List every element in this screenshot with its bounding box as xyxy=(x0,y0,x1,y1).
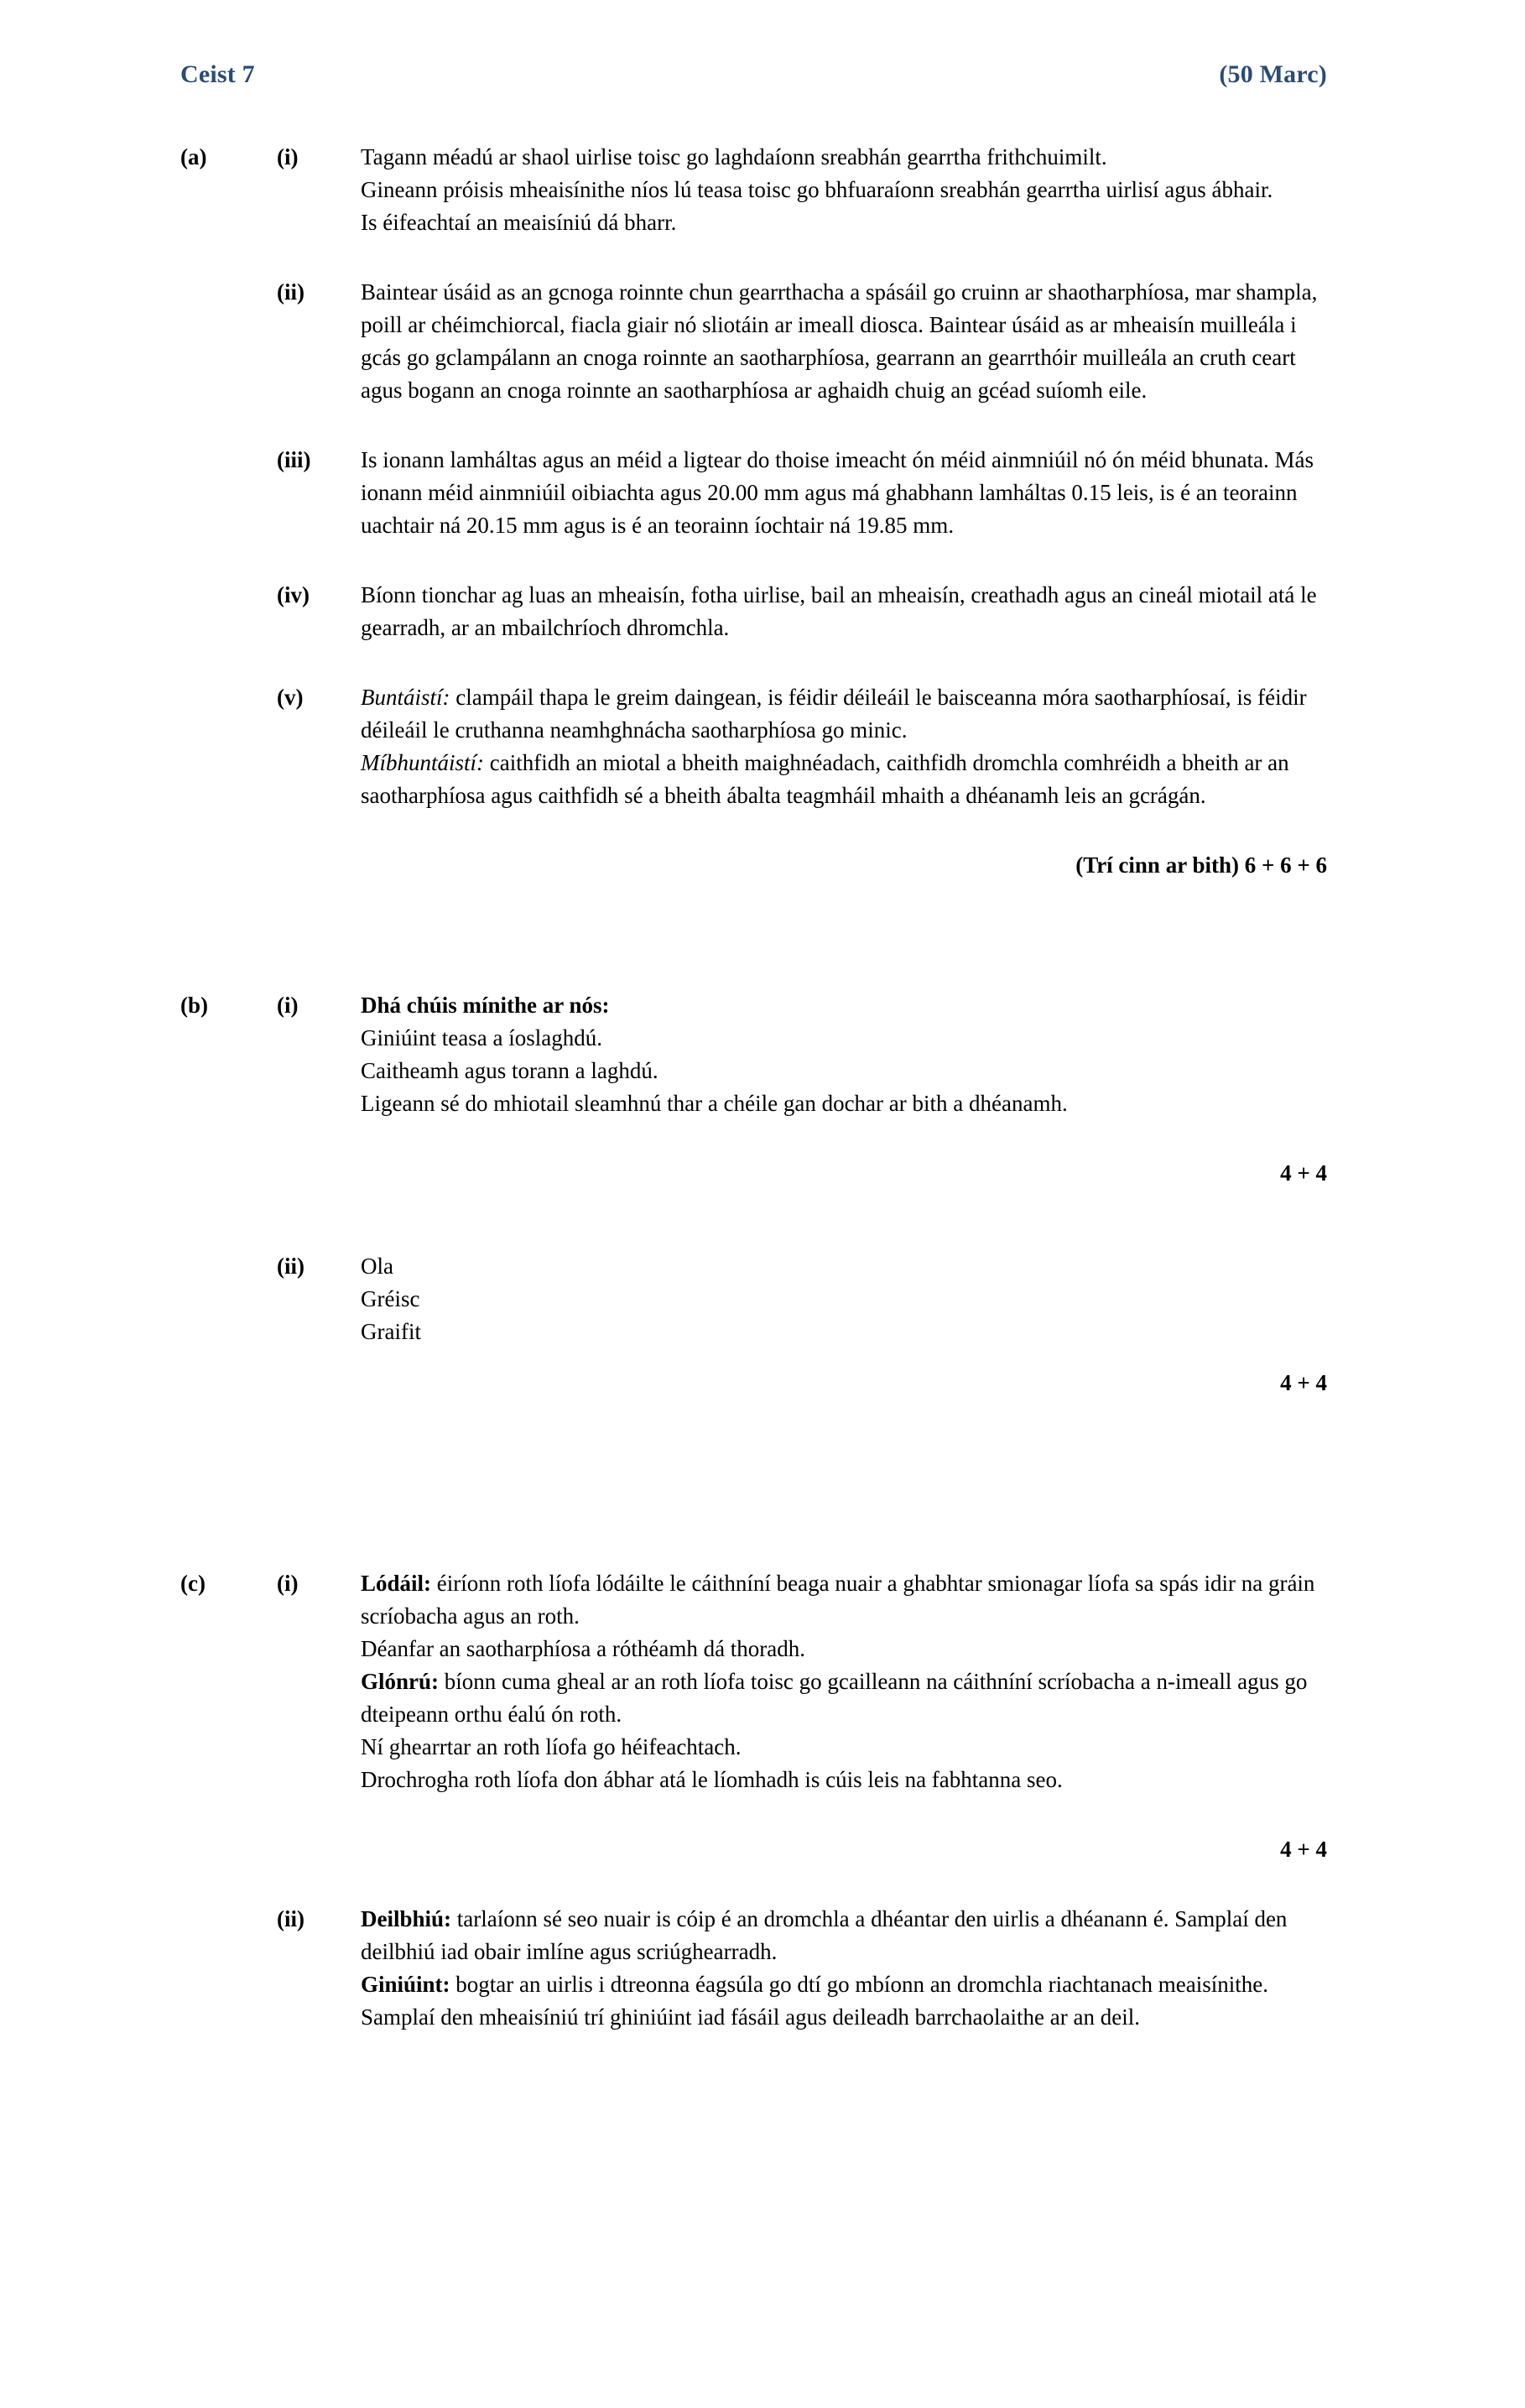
answer-line: Caitheamh agus torann a laghdú. xyxy=(361,1058,658,1083)
part-label-a: (a) xyxy=(180,144,207,169)
answer-line: Is éifeachtaí an meaisíniú dá bharr. xyxy=(361,210,677,235)
answer-line: Graifit xyxy=(361,1319,421,1344)
generating-body: bogtar an uirlis i dtreonna éagsúla go dtí go mbíonn an dromchla riachtanach meaisínithe. Samplaí den mheaisíniú trí ghiniúint iad fásáil agus deileadh barrchaolaithe ar an deil. xyxy=(361,1972,1269,2030)
answer-line: Gréisc xyxy=(361,1286,420,1311)
part-c xyxy=(0,1567,1525,2034)
answer-paragraph: Bíonn tionchar ag luas an mheaisín, fotha uirlise, bail an mheaisín, creathadh agus an cineál miotail atá le gearradh, ar an mbailchríoch dhromchla. xyxy=(361,582,1317,640)
page-header xyxy=(0,0,1525,89)
roman-label-a-v: (v) xyxy=(277,685,304,710)
answer-line: Ligeann sé do mhiotail sleamhnú thar a chéile gan dochar ar bith a dhéanamh. xyxy=(361,1091,1068,1116)
marks-b-ii: 4 + 4 xyxy=(1280,1370,1327,1395)
loading-paragraph xyxy=(361,1567,1327,1633)
answer-line: Giniúint teasa a íoslaghdú. xyxy=(361,1025,602,1050)
item-a-iv xyxy=(0,579,1525,644)
question-number: Ceist 7 xyxy=(180,60,255,88)
spacer xyxy=(0,1796,1525,1833)
part-b xyxy=(0,989,1525,1399)
glazing-paragraph xyxy=(361,1665,1327,1731)
item-a-i xyxy=(0,141,1525,239)
disadvantages-lead: Míbhuntáistí: xyxy=(361,750,484,775)
advantages-lead: Buntáistí: xyxy=(361,685,450,710)
answer-paragraph: Is ionann lamháltas agus an méid a ligtear do thoise imeacht ón méid ainmniúil nó ón méid bhunata. Más ionann méid ainmniúil oibiachta agus 20.00 mm agus má ghabhann lamháltas 0.15 leis, is é an teorainn uachtair ná 20.15 mm agus is é an teorainn íochtair ná 19.85 mm. xyxy=(361,447,1314,538)
roman-label-a-ii: (ii) xyxy=(277,279,304,305)
spacer xyxy=(0,407,1525,444)
roman-label-b-i: (i) xyxy=(277,993,299,1018)
answer-text-c-ii xyxy=(361,1903,1327,2034)
marks-c-i: 4 + 4 xyxy=(1280,1837,1327,1862)
loading-body: éiríonn roth líofa lódáilte le cáithníní beaga nuair a ghabhtar smionagar líofa sa spás idir na gráin scríobacha agus an roth. xyxy=(361,1571,1315,1629)
roman-label-a-iv: (iv) xyxy=(277,582,310,607)
advantages-body: clampáil thapa le greim daingean, is féidir déileáil le baisceanna móra saotharphíosaí, is féidir déileáil le cruthanna neamhghnácha saotharphíosa go minic. xyxy=(361,685,1307,743)
spacer xyxy=(0,1399,1525,1507)
part-label-c: (c) xyxy=(180,1571,206,1596)
part-label-b: (b) xyxy=(180,993,208,1018)
answer-heading-b-i: Dhá chúis mínithe ar nós: xyxy=(361,993,610,1018)
answer-text-b-i xyxy=(361,989,1327,1120)
item-a-iii xyxy=(0,444,1525,542)
spacer xyxy=(0,1507,1525,1567)
generating-lead: Giniúint: xyxy=(361,1972,450,1997)
marks-a: (Trí cinn ar bith) 6 + 6 + 6 xyxy=(1075,852,1327,878)
part-a xyxy=(0,141,1525,882)
spacer xyxy=(0,1120,1525,1157)
answer-text-a-i xyxy=(361,141,1327,239)
item-b-i xyxy=(0,989,1525,1120)
spacer xyxy=(0,1190,1525,1250)
spacer xyxy=(0,89,1525,141)
advantages-paragraph xyxy=(361,681,1327,747)
answer-text-b-ii xyxy=(361,1250,1327,1348)
spacer xyxy=(0,542,1525,579)
spacer xyxy=(0,239,1525,276)
answer-line: Gineann próisis mheaisínithe níos lú teasa toisc go bhfuaraíonn sreabhán gearrtha uirlisí agus ábhair. xyxy=(361,177,1273,202)
marks-b-i: 4 + 4 xyxy=(1280,1160,1327,1186)
item-a-ii xyxy=(0,276,1525,407)
spacer xyxy=(0,1348,1525,1367)
loading-lead: Lódáil: xyxy=(361,1571,432,1596)
item-b-ii xyxy=(0,1250,1525,1348)
glazing-body: bíonn cuma gheal ar an roth líofa toisc go gcailleann na cáithníní scríobacha a n-imeall agus go dteipeann orthu éalú ón roth. xyxy=(361,1669,1308,1727)
spacer xyxy=(0,812,1525,849)
spacer xyxy=(0,882,1525,989)
item-a-v xyxy=(0,681,1525,812)
roman-label-b-ii: (ii) xyxy=(277,1254,304,1279)
forming-body: tarlaíonn sé seo nuair is cóip é an dromchla a dhéantar den uirlis a dhéanann é. Samplaí den deilbhiú iad obair imlíne agus scriúghearradh. xyxy=(361,1906,1288,1964)
forming-paragraph xyxy=(361,1903,1327,1968)
loading-extra-line: Déanfar an saotharphíosa a róthéamh dá thoradh. xyxy=(361,1636,806,1661)
answer-text-a-iii xyxy=(361,444,1327,542)
answer-text-a-iv xyxy=(361,579,1327,644)
glazing-extra-line: Ní ghearrtar an roth líofa go héifeachtach. xyxy=(361,1734,742,1759)
disadvantages-paragraph xyxy=(361,747,1327,812)
forming-lead: Deilbhiú: xyxy=(361,1906,452,1931)
answer-line: Tagann méadú ar shaol uirlise toisc go laghdaíonn sreabhán gearrtha frithchuimilt. xyxy=(361,144,1107,169)
answer-content xyxy=(0,89,1525,2034)
spacer xyxy=(0,644,1525,681)
answer-line: Ola xyxy=(361,1254,393,1279)
disadvantages-body: caithfidh an miotal a bheith maighnéadach, caithfidh dromchla comhréidh a bheith ar an saotharphíosa agus caithfidh sé a bheith ábalta teagmháil mhaith a dhéanamh leis an gcrágán. xyxy=(361,750,1289,808)
answer-text-a-v xyxy=(361,681,1327,812)
roman-label-a-i: (i) xyxy=(277,144,299,169)
answer-text-a-ii xyxy=(361,276,1327,407)
item-c-ii xyxy=(0,1903,1525,2034)
answer-text-c-i xyxy=(361,1567,1327,1796)
spacer xyxy=(0,1866,1525,1903)
answer-paragraph: Baintear úsáid as an gcnoga roinnte chun gearrthacha a spásáil go cruinn ar shaotharphíosa, mar shampla, poill ar chéimchiorcal, fiacla giair nó sliotáin ar imeall diosca. Baintear úsáid as ar mheaisín muilleála i gcás go gclampálann an cnoga roinnte an saotharphíosa, gearrann an gearrthóir muilleála an cruth ceart agus bogann an cnoga roinnte an saotharphíosa ar aghaidh chuig an gcéad suíomh eile. xyxy=(361,279,1318,403)
glazing-lead: Glónrú: xyxy=(361,1669,440,1694)
roman-label-c-ii: (ii) xyxy=(277,1906,304,1931)
roman-label-a-iii: (iii) xyxy=(277,447,311,472)
question-marks: (50 Marc) xyxy=(1219,60,1327,88)
roman-label-c-i: (i) xyxy=(277,1571,299,1596)
generating-paragraph xyxy=(361,1968,1327,2034)
item-c-i xyxy=(0,1567,1525,1796)
glazing-extra-line: Drochrogha roth líofa don ábhar atá le líomhadh is cúis leis na fabhtanna seo. xyxy=(361,1767,1063,1792)
